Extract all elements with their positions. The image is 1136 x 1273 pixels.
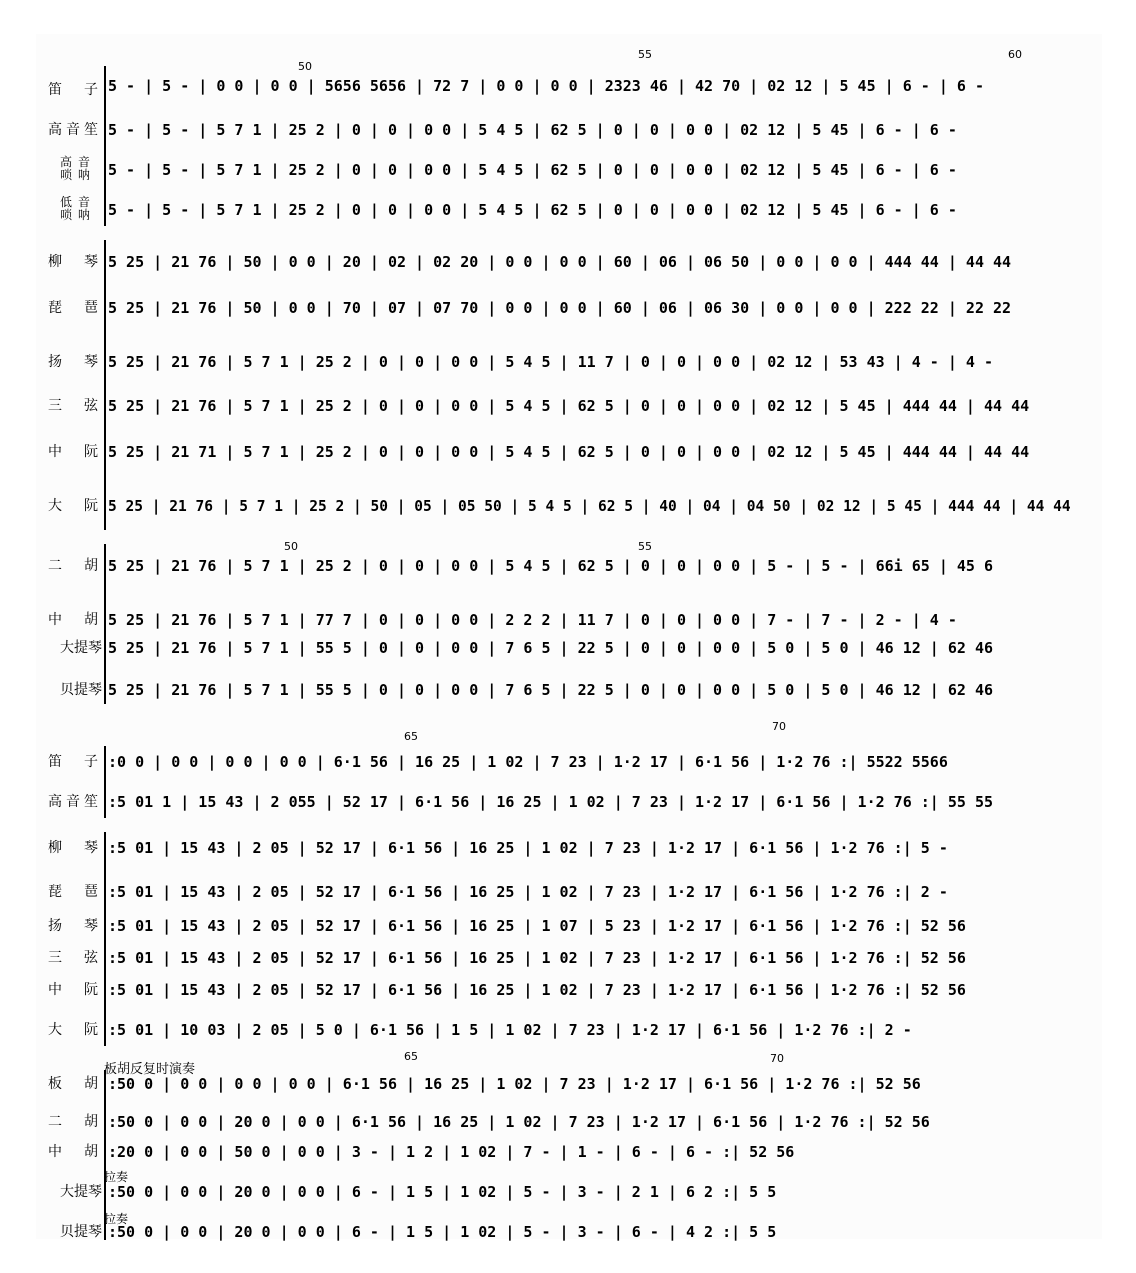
staff-row — [0, 1018, 1136, 1058]
staff-row — [0, 1140, 1136, 1180]
instrument-name: 笛 子 — [48, 82, 102, 98]
notation: :5 01 | 15 43 | 2 05 | 52 17 | 6·1 56 | 16 25 | 1 02 | 7 23 | 1·2 17 | 6·1 56 | 1·2 76 :| 52 56 — [108, 949, 966, 967]
instrument-name: 贝提琴 — [60, 1224, 102, 1240]
instrument-name: 笛 子 — [48, 754, 102, 770]
staff-row — [0, 494, 1136, 534]
measure-number-70-banhu: 70 — [770, 1052, 784, 1065]
instrument-name: 二 胡 — [48, 558, 102, 574]
instrument-name: 高音唢呐 — [59, 155, 96, 182]
instrument-name: 中 阮 — [48, 444, 102, 460]
instrument-name: 低音唢呐 — [59, 195, 96, 222]
instrument-name: 大 阮 — [48, 498, 102, 514]
staff-row — [0, 440, 1136, 480]
notation: :5 01 | 10 03 | 2 05 | 5 0 | 6·1 56 | 1 5 | 1 02 | 7 23 | 1·2 17 | 6·1 56 | 1·2 76 :| 2 - — [108, 1021, 912, 1039]
notation: 5 - | 5 - | 5 7 1 | 25 2 | 0 | 0 | 0 0 | 5 4 5 | 62 5 | 0 | 0 | 0 0 | 02 12 | 5 45 | 6 - | 6 - — [108, 161, 957, 179]
notation: 5 - | 5 - | 5 7 1 | 25 2 | 0 | 0 | 0 0 | 5 4 5 | 62 5 | 0 | 0 | 0 0 | 02 12 | 5 45 | 6 - | 6 - — [108, 121, 957, 139]
staff-row — [0, 636, 1136, 676]
notation: 5 25 | 21 76 | 50 | 0 0 | 20 | 02 | 02 20 | 0 0 | 0 0 | 60 | 06 | 06 50 | 0 0 | 0 0 | 444 44 | 44 44 — [108, 253, 1012, 271]
staff-row — [0, 790, 1136, 830]
notation: :50 0 | 0 0 | 20 0 | 0 0 | 6 - | 1 5 | 1 02 | 5 - | 3 - | 2 1 | 6 2 :| 5 5 — [108, 1183, 777, 1201]
instrument-name: 中 阮 — [48, 982, 102, 998]
notation: :5 01 | 15 43 | 2 05 | 52 17 | 6·1 56 | 16 25 | 1 02 | 7 23 | 1·2 17 | 6·1 56 | 1·2 76 :| 52 56 — [108, 981, 966, 999]
notation: 5 25 | 21 76 | 5 7 1 | 25 2 | 0 | 0 | 0 0 | 5 4 5 | 62 5 | 0 | 0 | 0 0 | 02 12 | 5 45 | 444 44 | 44 44 — [108, 397, 1030, 415]
notation: 5 25 | 21 76 | 5 7 1 | 55 5 | 0 | 0 | 0 0 | 7 6 5 | 22 5 | 0 | 0 | 0 0 | 5 0 | 5 0 | 46 12 | 62 46 — [108, 639, 994, 657]
instrument-name: 大 阮 — [48, 1022, 102, 1038]
notation: 5 25 | 21 76 | 5 7 1 | 25 2 | 50 | 05 | 05 50 | 5 4 5 | 62 5 | 40 | 04 | 04 50 | 02 12 | 5 45 | 444 44 | 44 44 — [108, 497, 1071, 515]
notation: 5 25 | 21 76 | 50 | 0 0 | 70 | 07 | 07 70 | 0 0 | 0 0 | 60 | 06 | 06 30 | 0 0 | 0 0 | 222 22 | 22 22 — [108, 299, 1012, 317]
technique-label: 拉奏 — [104, 1170, 129, 1184]
staff-row — [0, 1220, 1136, 1260]
notation: 5 - | 5 - | 5 7 1 | 25 2 | 0 | 0 | 0 0 | 5 4 5 | 62 5 | 0 | 0 | 0 0 | 02 12 | 5 45 | 6 - | 6 - — [108, 201, 957, 219]
performance-annotation: 板胡反复时演奏 — [104, 1062, 196, 1077]
notation: :5 01 | 15 43 | 2 05 | 52 17 | 6·1 56 | 16 25 | 1 02 | 7 23 | 1·2 17 | 6·1 56 | 1·2 76 :| 2 - — [108, 883, 948, 901]
measure-number-70: 70 — [772, 720, 786, 733]
notation: 5 25 | 21 76 | 5 7 1 | 77 7 | 0 | 0 | 0 0 | 2 2 2 | 11 7 | 0 | 0 | 0 0 | 7 - | 7 - | 2 - | 4 - — [108, 611, 957, 629]
staff-row — [0, 350, 1136, 390]
instrument-name: 柳 琴 — [48, 840, 102, 856]
staff-row — [0, 118, 1136, 158]
staff-row — [0, 1180, 1136, 1220]
instrument-name: 琵 琶 — [48, 300, 102, 316]
staff-row — [0, 750, 1136, 790]
instrument-name: 贝提琴 — [60, 682, 102, 698]
instrument-name: 琵 琶 — [48, 884, 102, 900]
staff-row — [0, 836, 1136, 876]
measure-number-55: 55 — [638, 48, 652, 61]
instrument-name: 三 弦 — [48, 398, 102, 414]
staff-row — [0, 554, 1136, 594]
notation: 5 25 | 21 71 | 5 7 1 | 25 2 | 0 | 0 | 0 0 | 5 4 5 | 62 5 | 0 | 0 | 0 0 | 02 12 | 5 45 | 444 44 | 44 44 — [108, 443, 1030, 461]
instrument-name: 大提琴 — [60, 1184, 102, 1200]
instrument-name: 扬 琴 — [48, 354, 102, 370]
notation: :50 0 | 0 0 | 20 0 | 0 0 | 6 - | 1 5 | 1 02 | 5 - | 3 - | 6 - | 4 2 :| 5 5 — [108, 1223, 777, 1241]
staff-row — [0, 155, 1136, 198]
notation: :50 0 | 0 0 | 20 0 | 0 0 | 6·1 56 | 16 25 | 1 02 | 7 23 | 1·2 17 | 6·1 56 | 1·2 76 :| 52 56 — [108, 1113, 930, 1131]
staff-row — [0, 678, 1136, 718]
instrument-name: 中 胡 — [48, 612, 102, 628]
notation: :5 01 | 15 43 | 2 05 | 52 17 | 6·1 56 | 16 25 | 1 02 | 7 23 | 1·2 17 | 6·1 56 | 1·2 76 :| 5 - — [108, 839, 948, 857]
instrument-name: 中 胡 — [48, 1144, 102, 1160]
notation: 5 25 | 21 76 | 5 7 1 | 55 5 | 0 | 0 | 0 0 | 7 6 5 | 22 5 | 0 | 0 | 0 0 | 5 0 | 5 0 | 46 12 | 62 46 — [108, 681, 994, 699]
instrument-name: 二 胡 — [48, 1114, 102, 1130]
measure-number-50-erhu: 50 — [284, 540, 298, 553]
notation: :5 01 | 15 43 | 2 05 | 52 17 | 6·1 56 | 16 25 | 1 07 | 5 23 | 1·2 17 | 6·1 56 | 1·2 76 :| 52 56 — [108, 917, 966, 935]
notation: :20 0 | 0 0 | 50 0 | 0 0 | 3 - | 1 2 | 1 02 | 7 - | 1 - | 6 - | 6 - :| 52 56 — [108, 1143, 795, 1161]
instrument-name: 板 胡 — [48, 1076, 102, 1092]
measure-number-65-banhu: 65 — [404, 1050, 418, 1063]
notation: 5 25 | 21 76 | 5 7 1 | 25 2 | 0 | 0 | 0 0 | 5 4 5 | 11 7 | 0 | 0 | 0 0 | 02 12 | 53 43 | 4 - | 4 - — [108, 353, 994, 371]
notation: :0 0 | 0 0 | 0 0 | 0 0 | 6·1 56 | 16 25 | 1 02 | 7 23 | 1·2 17 | 6·1 56 | 1·2 76 :| 5522 5566 — [108, 753, 948, 771]
instrument-name: 大提琴 — [60, 640, 102, 656]
measure-number-50: 50 — [298, 60, 312, 73]
staff-row — [0, 74, 1136, 114]
staff-row — [0, 195, 1136, 238]
notation: :50 0 | 0 0 | 0 0 | 0 0 | 6·1 56 | 16 25 | 1 02 | 7 23 | 1·2 17 | 6·1 56 | 1·2 76 :| 52 56 — [108, 1075, 921, 1093]
staff-row — [0, 250, 1136, 290]
instrument-name: 三 弦 — [48, 950, 102, 966]
notation: :5 01 1 | 15 43 | 2 055 | 52 17 | 6·1 56 | 16 25 | 1 02 | 7 23 | 1·2 17 | 6·1 56 | 1·2 76 :| 55 55 — [108, 793, 994, 811]
instrument-name: 高音笙 — [48, 794, 102, 810]
staff-row — [0, 978, 1136, 1018]
staff-row — [0, 296, 1136, 336]
measure-number-65: 65 — [404, 730, 418, 743]
notation: 5 - | 5 - | 0 0 | 0 0 | 5656 5656 | 72 7 | 0 0 | 0 0 | 2323 46 | 42 70 | 02 12 | 5 45 | 6 - | 6 - — [108, 77, 984, 95]
staff-row — [0, 1072, 1136, 1112]
instrument-name: 柳 琴 — [48, 254, 102, 270]
instrument-name: 高音笙 — [48, 122, 102, 138]
measure-number-55-erhu: 55 — [638, 540, 652, 553]
staff-row — [0, 394, 1136, 434]
measure-number-60: 60 — [1008, 48, 1022, 61]
notation: 5 25 | 21 76 | 5 7 1 | 25 2 | 0 | 0 | 0 0 | 5 4 5 | 62 5 | 0 | 0 | 0 0 | 5 - | 5 - | 66i 65 | 45 6 — [108, 557, 994, 575]
instrument-name: 扬 琴 — [48, 918, 102, 934]
technique-label: 拉奏 — [104, 1212, 129, 1226]
